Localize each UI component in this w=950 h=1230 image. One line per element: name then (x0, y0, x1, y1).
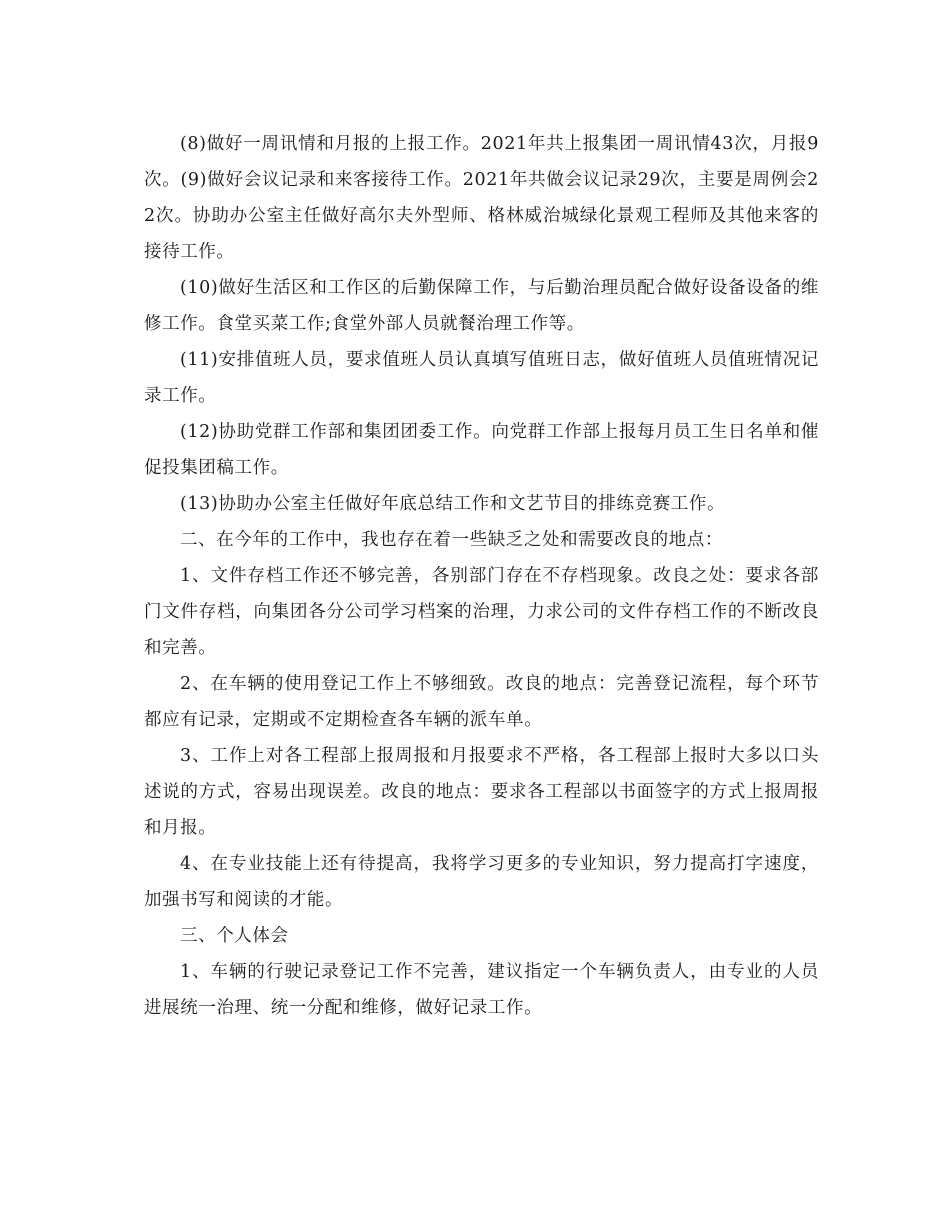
paragraph-shortcoming-2: 2、在车辆的使用登记工作上不够细致。改良的地点：完善登记流程，每个环节都应有记录，定期或不定期检查各车辆的派车单。 (144, 674, 819, 730)
paragraph-work-item-11: (11)安排值班人员，要求值班人员认真填写值班日志，做好值班人员值班情况记录工作。 (144, 350, 819, 406)
paragraph-experience-1: 1、车辆的行驶记录登记工作不完善，建议指定一个车辆负责人，由专业的人员进展统一治理、统一分配和维修，做好记录工作。 (144, 962, 819, 1018)
section-heading-shortcomings: 二、在今年的工作中，我也存在着一些缺乏之处和需要改良的地点： (180, 530, 723, 550)
document-body (144, 126, 819, 1026)
paragraph-shortcoming-4: 4、在专业技能上还有待提高，我将学习更多的专业知识，努力提高打字速度，加强书写和阅读的才能。 (144, 854, 819, 910)
paragraph-work-item-12: (12)协助党群工作部和集团团委工作。向党群工作部上报每月员工生日名单和催促投集团稿工作。 (144, 422, 819, 478)
paragraph-shortcoming-3: 3、工作上对各工程部上报周报和月报要求不严格，各工程部上报时大多以口头述说的方式，容易出现误差。改良的地点：要求各工程部以书面签字的方式上报周报和月报。 (144, 746, 819, 838)
section-heading-personal-experience: 三、个人体会 (180, 926, 289, 946)
paragraph-work-item-8-9: (8)做好一周讯情和月报的上报工作。2021年共上报集团一周讯情43次，月报9次。(9)做好会议记录和来客接待工作。2021年共做会议记录29次，主要是周例会22次。协助办公室主任做好高尔夫外型师、格林威治城绿化景观工程师及其他来客的接待工作。 (144, 134, 819, 262)
paragraph-work-item-13: (13)协助办公室主任做好年底总结工作和文艺节目的排练竞赛工作。 (180, 494, 726, 514)
paragraph-shortcoming-1: 1、文件存档工作还不够完善，各别部门存在不存档现象。改良之处：要求各部门文件存档，向集团各分公司学习档案的治理，力求公司的文件存档工作的不断改良和完善。 (144, 566, 819, 658)
paragraph-work-item-10: (10)做好生活区和工作区的后勤保障工作，与后勤治理员配合做好设备设备的维修工作。食堂买菜工作;食堂外部人员就餐治理工作等。 (144, 278, 819, 334)
